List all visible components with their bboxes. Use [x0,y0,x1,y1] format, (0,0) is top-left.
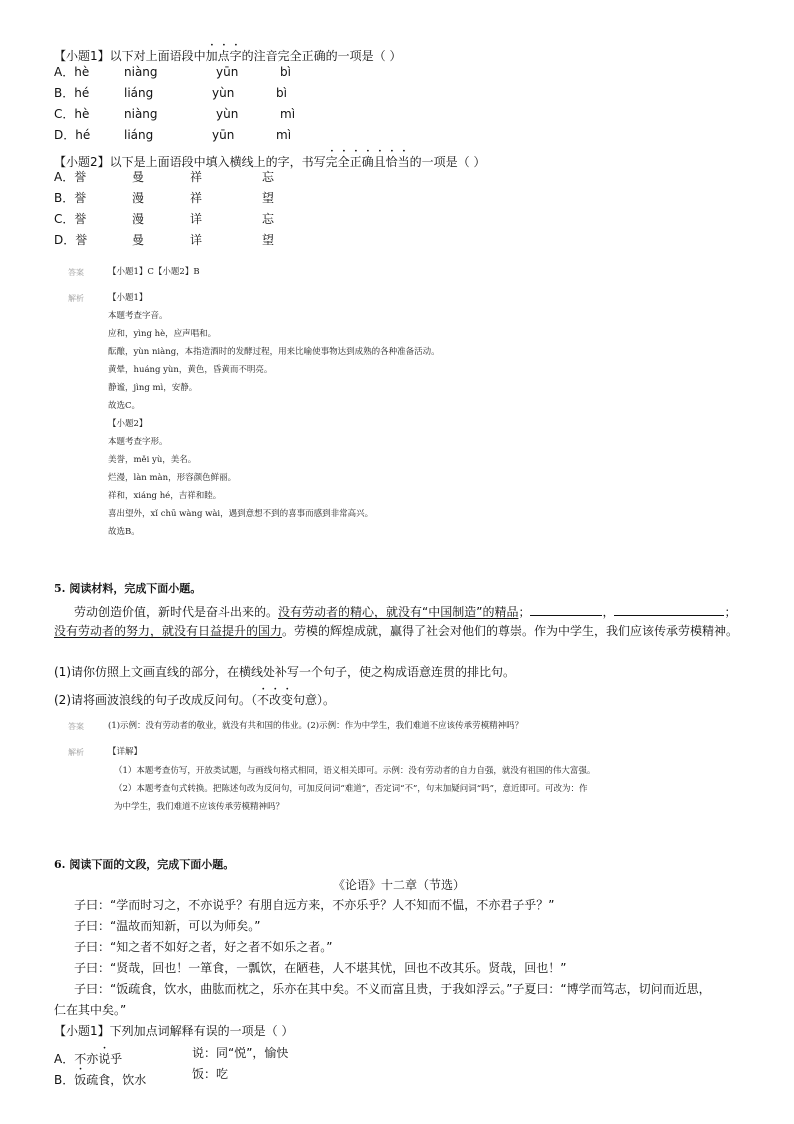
passage-line: 子曰：“贤哉，回也！一箪食，一瓢饮，在陋巷，人不堪其忧，回也不改其乐。贤哉，回也！” [74,961,567,975]
answer-label: 答案 [68,268,84,277]
analysis-line: 静谧，jìng mì，安静。 [108,383,198,393]
q4-sub2-stem: 【小题2】以下是上面语段中填入横线上的字，书写完全正确且恰当的一项是（ ） [54,155,486,169]
analysis-line: 喜出望外，xǐ chū wàng wài，遇到意想不到的喜事而感到非常高兴。 [108,509,374,519]
q5-blank-2[interactable] [614,603,724,616]
analysis-line: 应和，yìng hè，应声唱和。 [108,329,217,339]
passage-line: 子曰：“饭疏食，饮水，曲肱而枕之，乐亦在其中矣。不义而富且贵，于我如浮云。”子夏曰：“博学而笃志，切问而近思， [74,982,711,996]
q5-sub2: (2)请将画波浪线的句子改成反问句。（不改变句意）。 [54,693,336,707]
analysis-line: （2）本题考查句式转换。把陈述句改为反问句，可加反问词“难道”，否定词“不”，句末加疑问词“吗”，意近即可。可改为：作 [114,784,588,794]
passage-line: 子曰：“知之者不如好之者，好之者不如乐之者。” [74,940,333,954]
analysis-label: 解析 [68,748,84,757]
q5-paragraph-line1: 劳动创造价值，新时代是奋斗出来的。没有劳动者的精心，就没有“中国制造”的精品； ， ； [74,605,737,619]
q5-paragraph-line2: 没有劳动者的努力，就没有日益提升的国力。劳模的辉煌成就，赢得了社会对他们的尊崇。作为中学生，我们应该传承劳模精神。 [54,624,739,638]
q6-header: 6. 阅读下面的文段，完成下面小题。 [54,858,235,871]
q5-sub1: (1)请你仿照上文画直线的部分，在横线处补写一个句子，使之构成语意连贯的排比句。 [54,665,516,679]
q4-answer: 【小题1】C【小题2】B [108,267,200,277]
passage-line: 仁在其中矣。” [54,1003,127,1017]
analysis-line: 【详解】 [108,747,143,757]
q4-sub1-stem: 【小题1】以下对上面语段中加点字的注音完全正确的一项是（ ） [54,49,402,63]
q5-underlined-sentence-2: 没有劳动者的努力，就没有日益提升的国力 [54,624,283,638]
q5-header: 5. 阅读材料，完成下面小题。 [54,582,202,595]
analysis-line: （1）本题考查仿写，开放类试题，与画线句格式相同，语义相关即可。示例：没有劳动者的自力自强，就没有祖国的伟大富强。 [114,766,596,776]
analysis-line: 【小题2】 [108,419,148,429]
analysis-line: 酝酿，yùn niàng，本指造酒时的发酵过程，用来比喻使事物达到成熟的各种准备活动。 [108,347,440,357]
analysis-line: 黄晕，huáng yùn，黄色，昏黄而不明亮。 [108,365,273,375]
analysis-line: 故选C。 [108,401,141,411]
analysis-label: 解析 [68,294,84,303]
analysis-line: 为中学生，我们难道不应该传承劳模精神吗？ [114,802,285,812]
analysis-line: 烂漫，làn màn，形容颜色鲜丽。 [108,473,237,483]
analysis-line: 美誉，měi yù，美名。 [108,455,197,465]
q5-underlined-sentence: 没有劳动者的精心，就没有“中国制造”的精品 [278,605,519,619]
analysis-line: 本题考查字音。 [108,311,168,321]
analysis-line: 祥和，xiáng hé，吉祥和睦。 [108,491,222,501]
passage-line: 子曰：“温故而知新，可以为师矣。” [74,919,261,933]
q5-answer: (1)示例：没有劳动者的敬业，就没有共和国的伟业。(2)示例：作为中学生，我们难道不应该传承劳模精神吗？ [108,721,524,731]
analysis-line: 故选B。 [108,527,140,537]
analysis-line: 【小题1】 [108,293,148,303]
q6-sub1-stem: 【小题1】下列加点词解释有误的一项是（ ） [54,1024,294,1038]
q5-blank-1[interactable] [530,603,602,616]
q6-passage-title: 《论语》十二章（节选） [333,878,466,892]
analysis-line: 本题考查字形。 [108,437,168,447]
passage-line: 子曰：“学而时习之，不亦说乎？有朋自远方来，不亦乐乎？人不知而不愠，不亦君子乎？” [74,898,555,912]
answer-label: 答案 [68,722,84,731]
